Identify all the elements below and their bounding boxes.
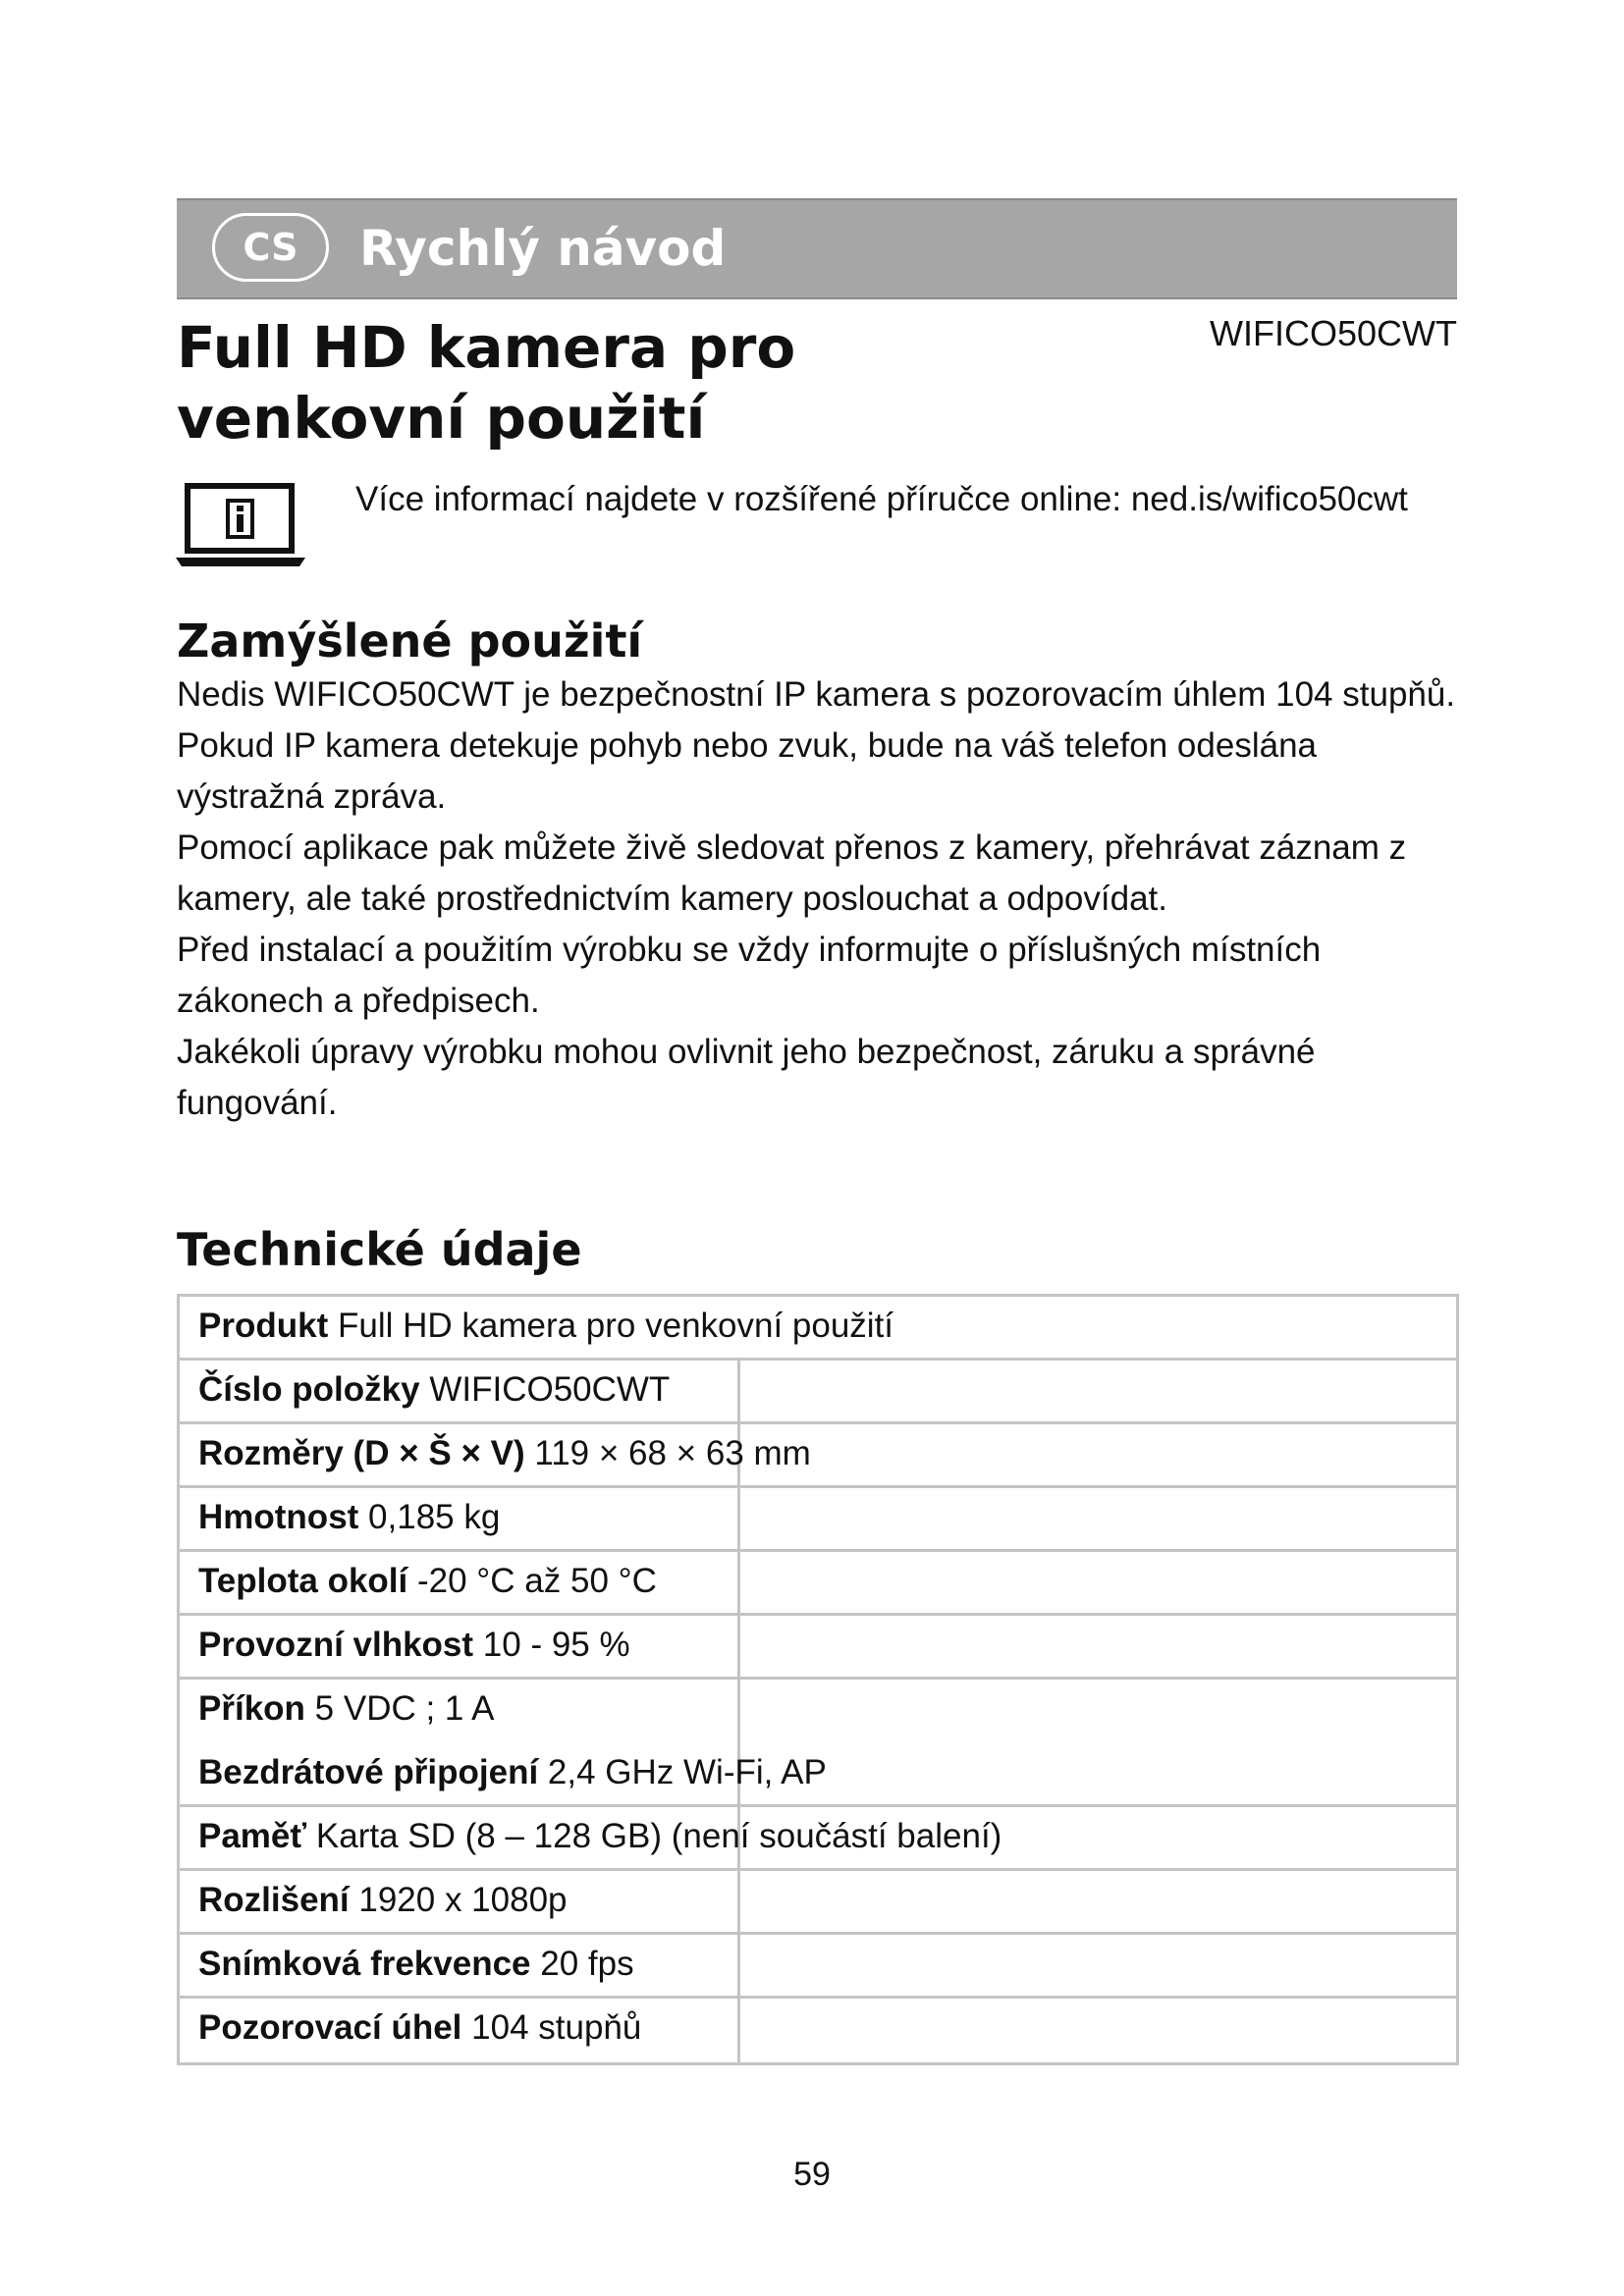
table-row (180, 1743, 1456, 1807)
product-title: Full HD kamera pro venkovní použití (177, 314, 796, 452)
spec-label: Bezdrátové připojení (198, 1753, 539, 1791)
model-code: WIFICO50CWT (1210, 313, 1457, 353)
table-row (180, 1807, 1456, 1871)
intended-use-heading: Zamýšlené použití (177, 614, 643, 667)
spec-label: Rozlišení (198, 1881, 350, 1919)
spec-value: 0,185 kg (368, 1498, 501, 1536)
page-number: 59 (793, 2156, 831, 2193)
spec-label: Teplota okolí (198, 1562, 408, 1600)
spec-value: 10 - 95 % (482, 1626, 630, 1664)
intended-use-paragraph: Před instalací a použitím výrobku se vždy informujte o příslušných místních zákonech a předpisech. (177, 931, 1322, 1020)
spec-label: Produkt (198, 1307, 329, 1345)
spec-value: 1920 x 1080p (358, 1881, 568, 1919)
table-row (180, 1871, 1456, 1935)
spec-value: 2,4 GHz Wi-Fi, AP (547, 1753, 827, 1791)
intended-use-paragraph: Nedis WIFICO50CWT je bezpečnostní IP kamera s pozorovacím úhlem 104 stupňů. (177, 675, 1456, 714)
intended-use-text (177, 669, 1463, 1129)
table-row (180, 1424, 1456, 1488)
online-manual-note: Více informací najdete v rozšířené příručce online: ned.is/wifico50cwt (355, 480, 1408, 518)
table-row (180, 1680, 1456, 1743)
spec-table (177, 1294, 1459, 2065)
spec-label: Paměť (198, 1817, 307, 1855)
intended-use-paragraph: Pokud IP kamera detekuje pohyb nebo zvuk, bude na váš telefon odeslána výstražná zpráva. (177, 726, 1317, 816)
spec-value: WIFICO50CWT (429, 1370, 671, 1409)
spec-label: Hmotnost (198, 1498, 359, 1536)
spec-value: Karta SD (8 – 128 GB) (není součástí balení) (315, 1817, 1002, 1855)
spec-value: 119 × 68 × 63 mm (534, 1434, 811, 1472)
spec-label: Rozměry (D × Š × V) (198, 1434, 525, 1472)
spec-label: Pozorovací úhel (198, 2008, 462, 2047)
table-row (180, 1999, 1456, 2062)
spec-value: Full HD kamera pro venkovní použití (337, 1307, 894, 1345)
language-badge: CS (212, 213, 329, 282)
table-row (180, 1297, 1456, 1361)
spec-value: 5 VDC ; 1 A (314, 1689, 495, 1728)
intended-use-paragraph: Jakékoli úpravy výrobku mohou ovlivnit jeho bezpečnost, záruku a správné fungování. (177, 1033, 1316, 1122)
spec-label: Snímková frekvence (198, 1945, 531, 1983)
spec-value: -20 °C až 50 °C (416, 1562, 657, 1600)
spec-label: Číslo položky (198, 1370, 420, 1409)
table-row (180, 1361, 1456, 1424)
spec-value: 20 fps (540, 1945, 634, 1983)
table-row (180, 1616, 1456, 1680)
table-row (180, 1488, 1456, 1552)
table-row (180, 1552, 1456, 1616)
banner-title: Rychlý návod (359, 220, 727, 277)
spec-label: Příkon (198, 1689, 305, 1728)
intended-use-paragraph: Pomocí aplikace pak můžete živě sledovat přenos z kamery, přehrávat záznam z kamery, ale také prostřednictvím kamery poslouchat a odpovídat. (177, 828, 1407, 918)
laptop-info-icon (175, 483, 306, 567)
spec-label: Provozní vlhkost (198, 1626, 474, 1664)
spec-value: 104 stupňů (471, 2008, 642, 2047)
table-row (180, 1935, 1456, 1999)
technical-data-heading: Technické údaje (177, 1223, 582, 1276)
